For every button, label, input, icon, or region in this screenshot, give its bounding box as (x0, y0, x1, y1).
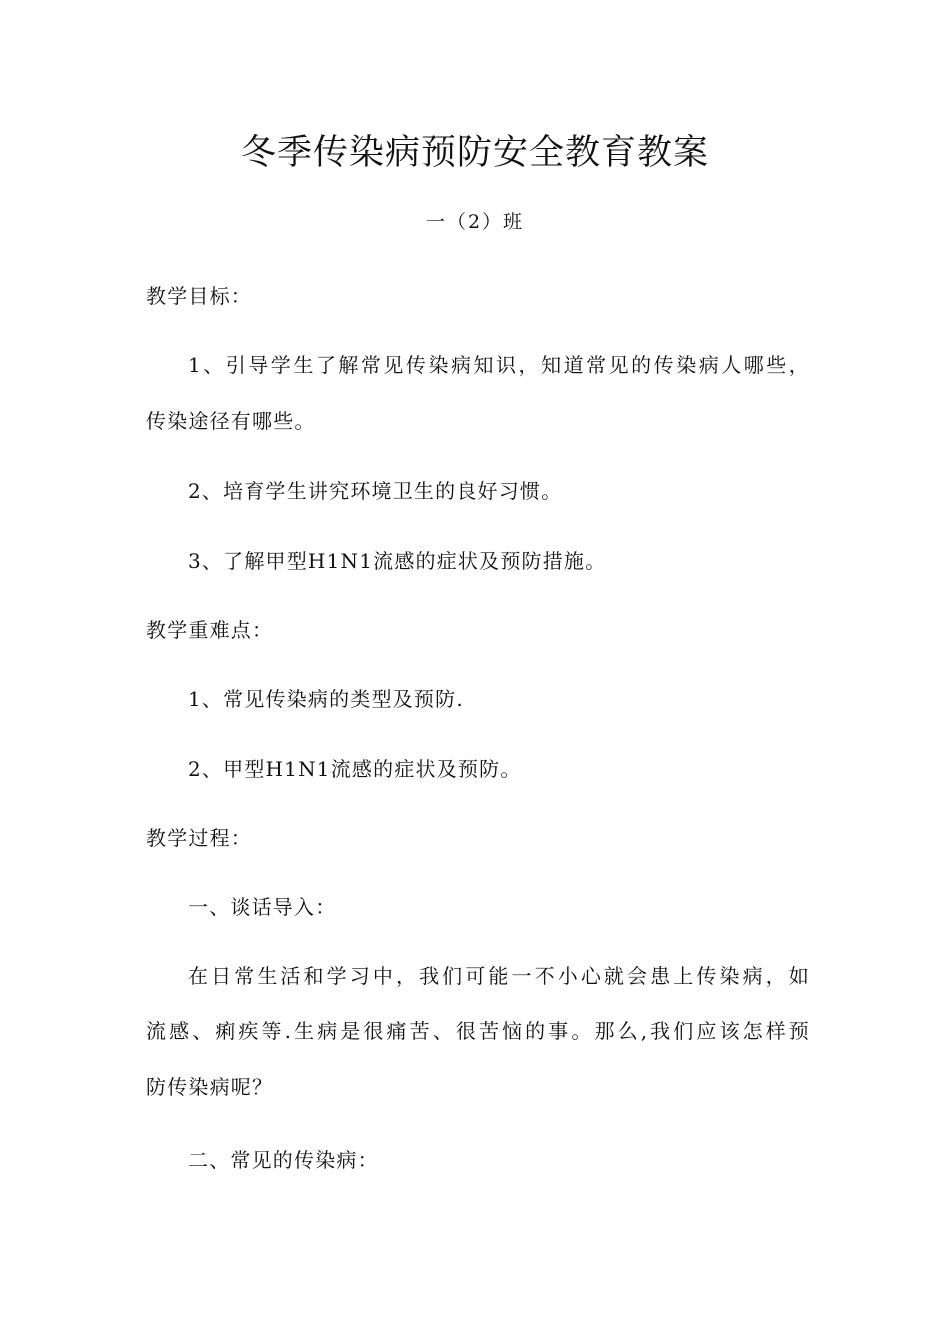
section-heading-process: 教学过程： (146, 826, 252, 850)
objective-1-line-2: 传染途径有哪些。 (146, 409, 316, 433)
step-1-line-3: 防传染病呢？ (146, 1075, 274, 1099)
key-point-1: 1、常见传染病的类型及预防. (188, 687, 464, 711)
section-heading-objectives: 教学目标： (146, 284, 252, 308)
document-title: 冬季传染病预防安全教育教案 (240, 133, 709, 173)
step-2-heading: 二、常见的传染病： (188, 1148, 379, 1172)
class-name: 一（2）班 (425, 211, 525, 233)
step-1-line-1: 在日常生活和学习中，我们可能一不小心就会患上传染病，如 (188, 964, 810, 988)
objective-1-line-1: 1、引导学生了解常见传染病知识，知道常见的传染病人哪些， (188, 353, 810, 377)
section-heading-key-points: 教学重难点： (146, 618, 274, 642)
step-1-heading: 一、谈话导入： (188, 895, 337, 919)
key-point-2: 2、甲型H1N1流感的症状及预防。 (188, 757, 522, 781)
step-1-line-2: 流感、痢疾等.生病是很痛苦、很苦恼的事。那么,我们应该怎样预 (146, 1019, 810, 1043)
objective-2: 2、培育学生讲究环境卫生的良好习惯。 (188, 479, 563, 503)
objective-3: 3、了解甲型H1N1流感的症状及预防措施。 (188, 549, 607, 573)
